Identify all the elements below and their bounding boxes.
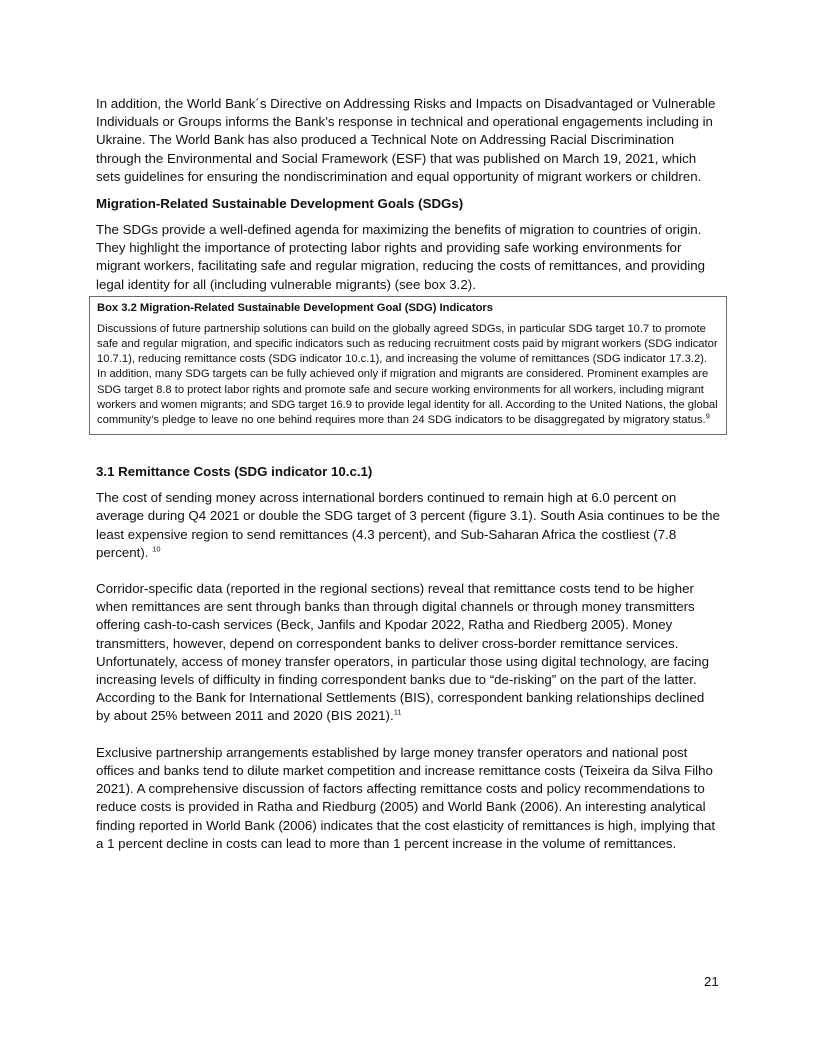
partnership-paragraph: Exclusive partnership arrangements established by large money transfer operators and national post offices and banks tend to dilute market competition and increase remittance costs (Teixeira da Silva Filho 2021). A comprehensive discussion of factors affecting remittance costs and policy recommendations to reduce costs is provided in Ratha and Riedburg (2005) and World Bank (2006). An interesting analytical finding reported in World Bank (2006) indicates that the cost elasticity of remittances is high, implying that a 1 percent decline in costs can lead to more than 1 percent increase in the volume of remittances. (96, 744, 716, 851)
page-number: 21 (704, 974, 719, 989)
footnote-ref-9[interactable]: 9 (705, 411, 710, 421)
sdg-heading: Migration-Related Sustainable Development Goals (SDGs) (96, 196, 464, 212)
intro-paragraph: In addition, the World Bank´s Directive on Addressing Risks and Impacts on Disadvantaged or Vulnerable Individuals or Groups informs the Bank’s response in technical and operational engagements including in Ukraine. The World Bank has also produced a Technical Note on Addressing Racial Discrimination through the Environmental and Social Framework (ESF) that was published on March 19, 2021, which sets guidelines for ensuring the nondiscrimination and equal opportunity of migrant workers or children. (96, 96, 716, 184)
footnote-ref-11[interactable]: 11 (393, 708, 402, 718)
corridor-text: Corridor-specific data (reported in the regional sections) reveal that remittance costs tend to be higher when remittances are sent through banks than through digital channels or through money transmitters offering cash-to-cash services (Beck, Janfils and Kpodar 2022, Ratha and Riedberg 2005). Money transmitters, however, depend on correspondent banks to deliver cross-border remittance services. Unfortunately, access of money transfer operators, in particular those using digital technology, are facing increasing levels of difficulty in finding correspondent banks due to “de-risking” on the part of the latter. According to the Bank for International Settlements (BIS), correspondent banking relationships declined by about 25% between 2011 and 2020 (BIS 2021). (96, 581, 709, 724)
remittance-cost-text: The cost of sending money across international borders continued to remain high at 6.0 percent on average during Q4 2021 or double the SDG target of 3 percent (figure 3.1). South Asia continues to be the least expensive region to send remittances (4.3 percent), and Sub-Saharan Africa the costliest (7.8 percent). (96, 490, 720, 560)
footnote-ref-10[interactable]: 10 (152, 544, 161, 554)
box-body (97, 322, 719, 428)
box-title: Box 3.2 Migration-Related Sustainable Development Goal (SDG) Indicators (97, 301, 493, 314)
document-page (96, 95, 720, 853)
sdg-paragraph: The SDGs provide a well-defined agenda for maximizing the benefits of migration to countries of origin. They highlight the importance of protecting labor rights and providing safe working environments for migrant workers, facilitating safe and regular migration, reducing the costs of remittances, and providing legal identity for all (including vulnerable migrants) (see box 3.2). (96, 222, 706, 292)
section-heading-3-1: 3.1 Remittance Costs (SDG indicator 10.c.1) (96, 464, 373, 480)
remittance-cost-paragraph (96, 489, 720, 562)
box-body-text: Discussions of future partnership solutions can build on the globally agreed SDGs, in particular SDG target 10.7 to promote safe and regular migration, and specific indicators such as reducing recruitment costs paid by migrant workers (SDG indicator 10.7.1), reducing remittance costs (SDG indicator 10.c.1), and increasing the volume of remittances (SDG indicator 17.3.2). In addition, many SDG targets can be fully achieved only if migration and migrants are considered. Prominent examples are SDG target 8.8 to protect labor rights and promote safe and secure working environments for all workers, including migrant workers and women migrants; and SDG target 16.9 to provide legal identity for all. According to the United Nations, the global community’s pledge to leave no one behind requires more than 24 SDG indicators to be disaggregated by migratory status. (97, 322, 718, 427)
corridor-paragraph (96, 580, 720, 726)
box-3-2 (89, 296, 727, 435)
